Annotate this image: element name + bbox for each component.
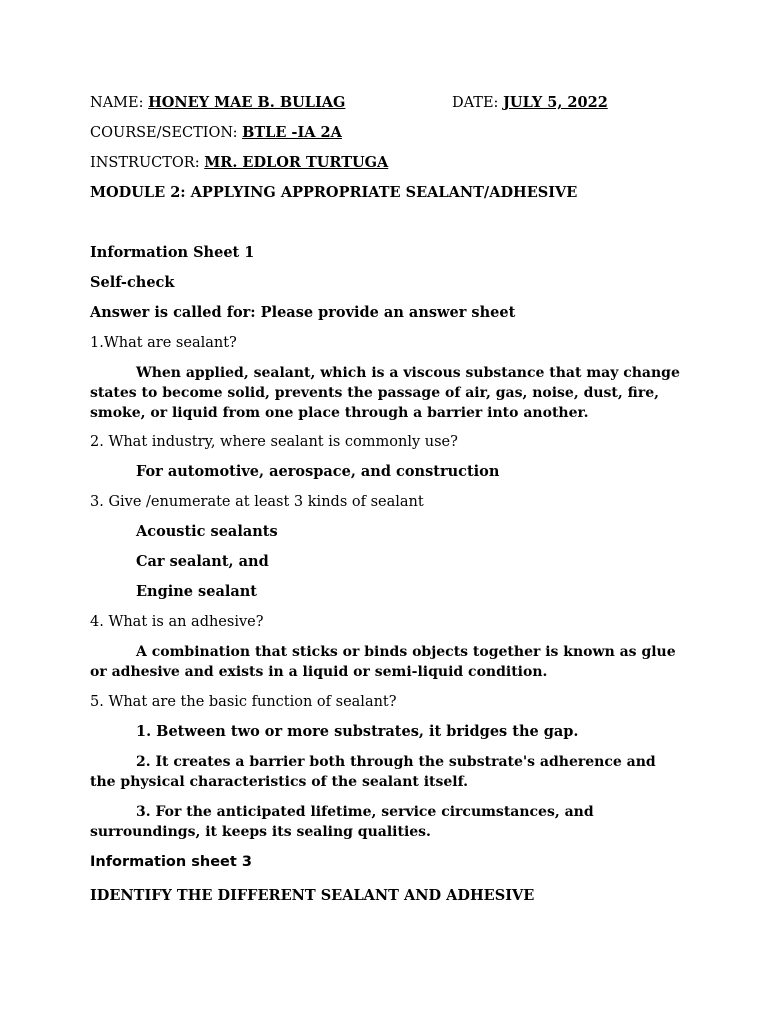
answer-1: When applied, sealant, which is a viscous substance that may change states to become solid, prevents the passage of air, gas, noise, dust, fire, smoke, or liquid from one place through a barrier into another. [90, 365, 680, 421]
section3-title: Information sheet 3 [90, 854, 252, 870]
instructor-value: MR. EDLOR TURTUGA [204, 154, 389, 171]
course-label: COURSE/SECTION: [90, 125, 243, 141]
question-4: 4. What is an adhesive? [90, 614, 264, 630]
answer-5-item-2: 2. It creates a barrier both through the substrate's adherence and the physical characteristics of the sealant itself. [90, 754, 656, 790]
answer-3-item-1: Acoustic sealants [136, 523, 278, 540]
date-label: DATE: [452, 95, 504, 111]
answer-3-item-2: Car sealant, and [136, 553, 269, 570]
course-line [90, 123, 342, 143]
section1-subtitle: Self-check [90, 274, 175, 291]
answer-3-item-3: Engine sealant [136, 583, 257, 600]
question-1: 1.What are sealant? [90, 335, 237, 351]
question-3: 3. Give /enumerate at least 3 kinds of sealant [90, 494, 424, 510]
instructor-line [90, 153, 388, 173]
answer-2: For automotive, aerospace, and construction [136, 463, 500, 480]
name-value: HONEY MAE B. BULIAG [148, 94, 346, 111]
section1-title: Information Sheet 1 [90, 244, 255, 261]
answer-5-item-3: 3. For the anticipated lifetime, service circumstances, and surroundings, it keeps its sealing qualities. [90, 804, 594, 840]
course-value: BTLE -IA 2A [242, 124, 342, 141]
name-label: NAME: [90, 95, 149, 111]
section3-heading: IDENTIFY THE DIFFERENT SEALANT AND ADHESIVE [90, 887, 535, 904]
instruction-text: Answer is called for: Please provide an answer sheet [90, 304, 516, 321]
question-2: 2. What industry, where sealant is commonly use? [90, 434, 458, 450]
date-value: JULY 5, 2022 [503, 94, 608, 111]
name-line [90, 93, 345, 113]
answer-4: A combination that sticks or binds objects together is known as glue or adhesive and exists in a liquid or semi-liquid condition. [90, 644, 676, 680]
answer-5-item-1: 1. Between two or more substrates, it bridges the gap. [136, 723, 579, 740]
instructor-label: INSTRUCTOR: [90, 155, 205, 171]
question-5: 5. What are the basic function of sealant? [90, 694, 397, 710]
module-title: MODULE 2: APPLYING APPROPRIATE SEALANT/ADHESIVE [90, 184, 578, 201]
date-line [452, 93, 608, 113]
